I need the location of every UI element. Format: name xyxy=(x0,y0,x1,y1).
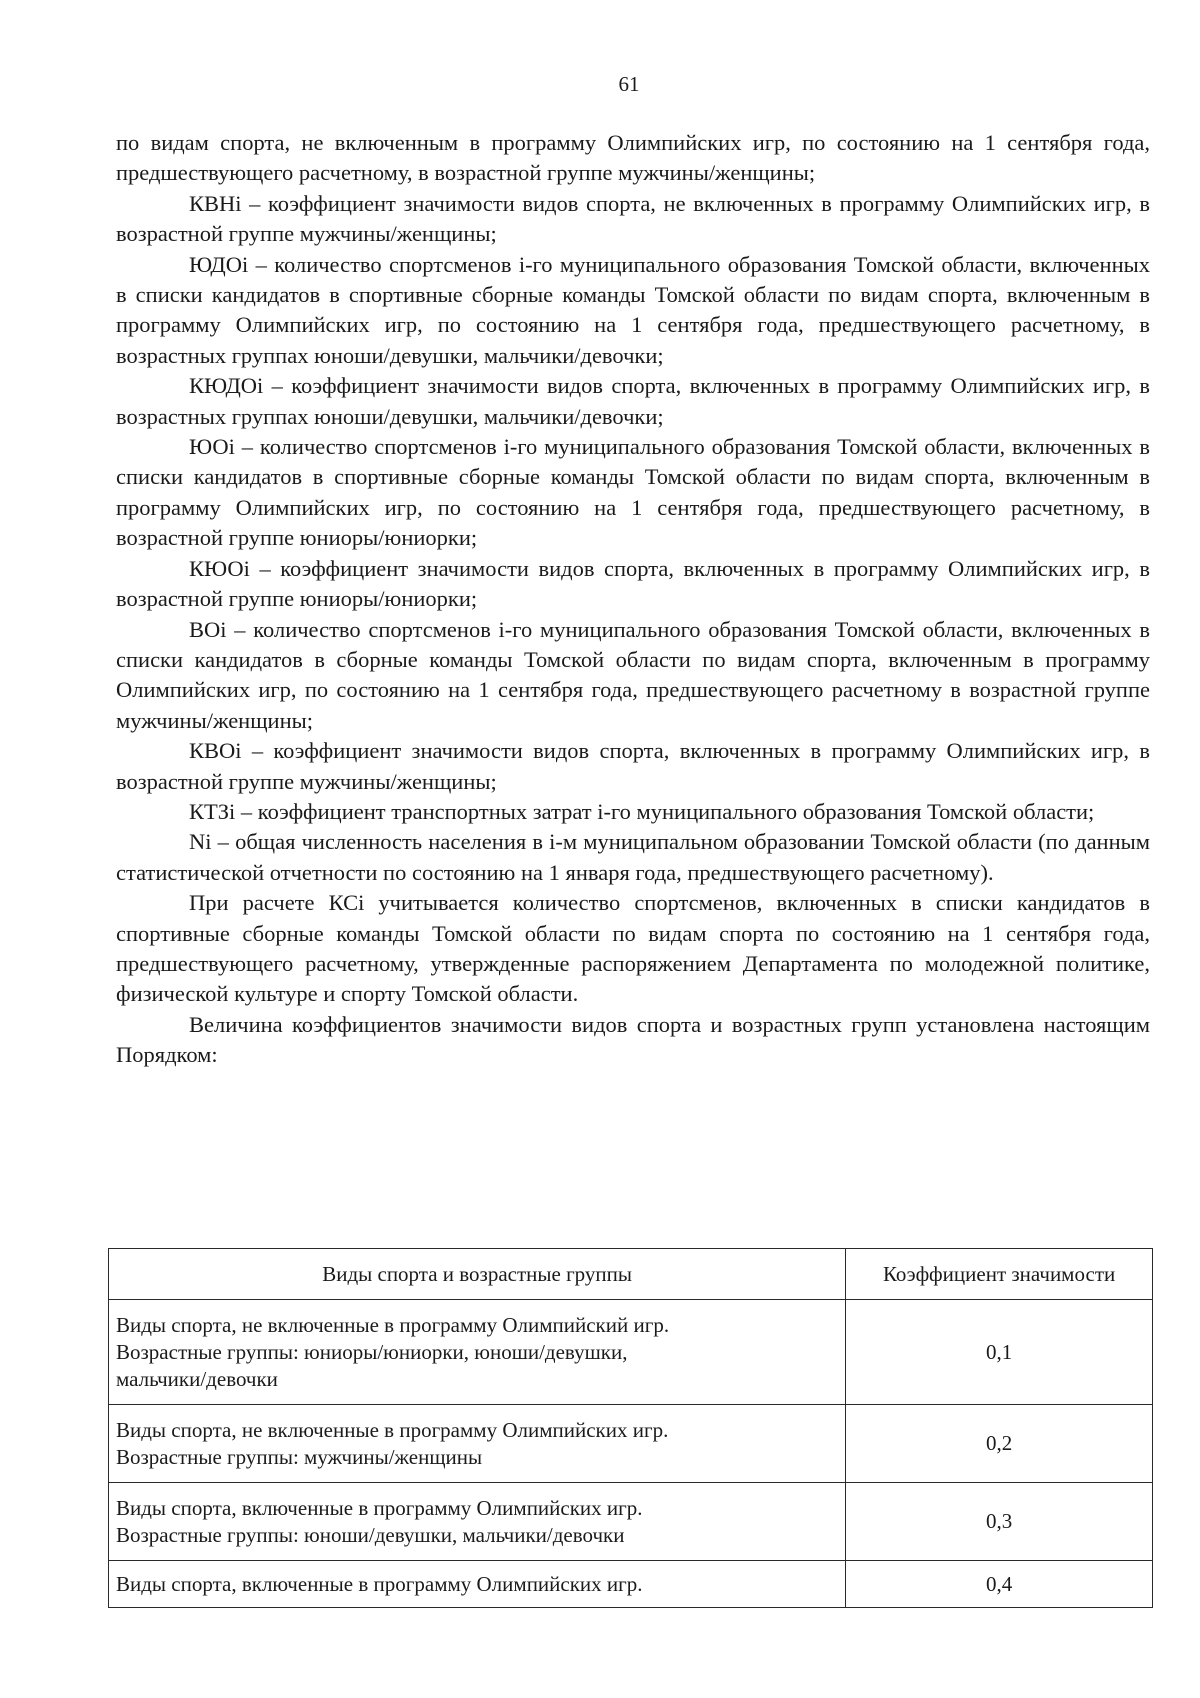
coefficient-cell: 0,4 xyxy=(846,1561,1153,1608)
cell-line: мальчики/девочки xyxy=(116,1366,278,1391)
cell-line: Виды спорта, не включенные в программу Олимпийских игр. xyxy=(116,1417,669,1442)
page-number: 61 xyxy=(618,72,640,96)
sport-groups-cell xyxy=(109,1483,846,1561)
coefficient-cell: 0,2 xyxy=(846,1405,1153,1483)
paragraph: ЮДОi – количество спортсменов i-го муниципального образования Томской области, включенных в списки кандидатов в спортивные сборные команды Томской области по видам спорта, включенным в программу Олимпийских игр, по состоянию на 1 сентября года, предшествующего расчетному, в возрастных группах юноши/девушки, мальчики/девочки; xyxy=(116,251,1150,368)
coefficient-cell: 0,3 xyxy=(846,1483,1153,1561)
table-header-row xyxy=(109,1249,1153,1300)
cell-line: Возрастные группы: мужчины/женщины xyxy=(116,1444,483,1469)
body-text xyxy=(116,128,1150,1071)
column-header-sport-groups: Виды спорта и возрастные группы xyxy=(109,1249,846,1300)
cell-line: Возрастные группы: юниоры/юниорки, юноши/девушки, xyxy=(116,1339,628,1364)
cell-line: Возрастные группы: юноши/девушки, мальчики/девочки xyxy=(116,1522,625,1547)
paragraph: по видам спорта, не включенным в программу Олимпийских игр, по состоянию на 1 сентября года, предшествующего расчетному, в возрастной группе мужчины/женщины; xyxy=(116,130,1150,186)
paragraph: Ni – общая численность населения в i-м муниципальном образовании Томской области (по данным статистической отчетности по состоянию на 1 января года, предшествующего расчетному). xyxy=(116,829,1150,885)
coefficient-cell: 0,1 xyxy=(846,1300,1153,1405)
paragraph: КВОi – коэффициент значимости видов спорта, включенных в программу Олимпийских игр, в возрастной группе мужчины/женщины; xyxy=(116,738,1150,794)
paragraph: ВОi – количество спортсменов i-го муниципального образования Томской области, включенных в списки кандидатов в сборные команды Томской области по видам спорта, включенным в программу Олимпийских игр, по состоянию на 1 сентября года, предшествующего расчетному в возрастной группе мужчины/женщины; xyxy=(116,616,1150,733)
paragraph: КЮОi – коэффициент значимости видов спорта, включенных в программу Олимпийских игр, в возрастной группе юниоры/юниорки; xyxy=(116,555,1150,612)
coefficient-table xyxy=(108,1248,1153,1608)
cell-line: Виды спорта, включенные в программу Олимпийских игр. xyxy=(116,1571,643,1596)
table-row xyxy=(109,1483,1153,1561)
paragraph: Величина коэффициентов значимости видов спорта и возрастных групп установлена настоящим Порядком: xyxy=(116,1011,1150,1068)
paragraph: КВНi – коэффициент значимости видов спорта, не включенных в программу Олимпийских игр, в возрастной группе мужчины/женщины; xyxy=(116,190,1150,247)
table-row xyxy=(109,1561,1153,1608)
table-row xyxy=(109,1405,1153,1483)
column-header-coefficient: Коэффициент значимости xyxy=(846,1249,1153,1300)
paragraph: КЮДОi – коэффициент значимости видов спорта, включенных в программу Олимпийских игр, в возрастных группах юноши/девушки, мальчики/девочки; xyxy=(116,373,1150,429)
cell-line: Виды спорта, включенные в программу Олимпийских игр. xyxy=(116,1495,643,1520)
paragraph: КТЗi – коэффициент транспортных затрат i-го муниципального образования Томской области; xyxy=(189,798,1095,824)
table-row xyxy=(109,1300,1153,1405)
cell-line: Виды спорта, не включенные в программу Олимпийский игр. xyxy=(116,1312,670,1337)
sport-groups-cell xyxy=(109,1561,846,1608)
paragraph: При расчете КСi учитывается количество спортсменов, включенных в списки кандидатов в спортивные сборные команды Томской области по видам спорта по состоянию на 1 сентября года, предшествующего расчетному, утвержденные распоряжением Департамента по молодежной политике, физической культуре и спорту Томской области. xyxy=(116,890,1150,1007)
sport-groups-cell xyxy=(109,1300,846,1405)
paragraph: ЮОi – количество спортсменов i-го муниципального образования Томской области, включенных в списки кандидатов в спортивные сборные команды Томской области по видам спорта, включенным в программу Олимпийских игр, по состоянию на 1 сентября года, предшествующего расчетному, в возрастной группе юниоры/юниорки; xyxy=(116,434,1150,551)
sport-groups-cell xyxy=(109,1405,846,1483)
